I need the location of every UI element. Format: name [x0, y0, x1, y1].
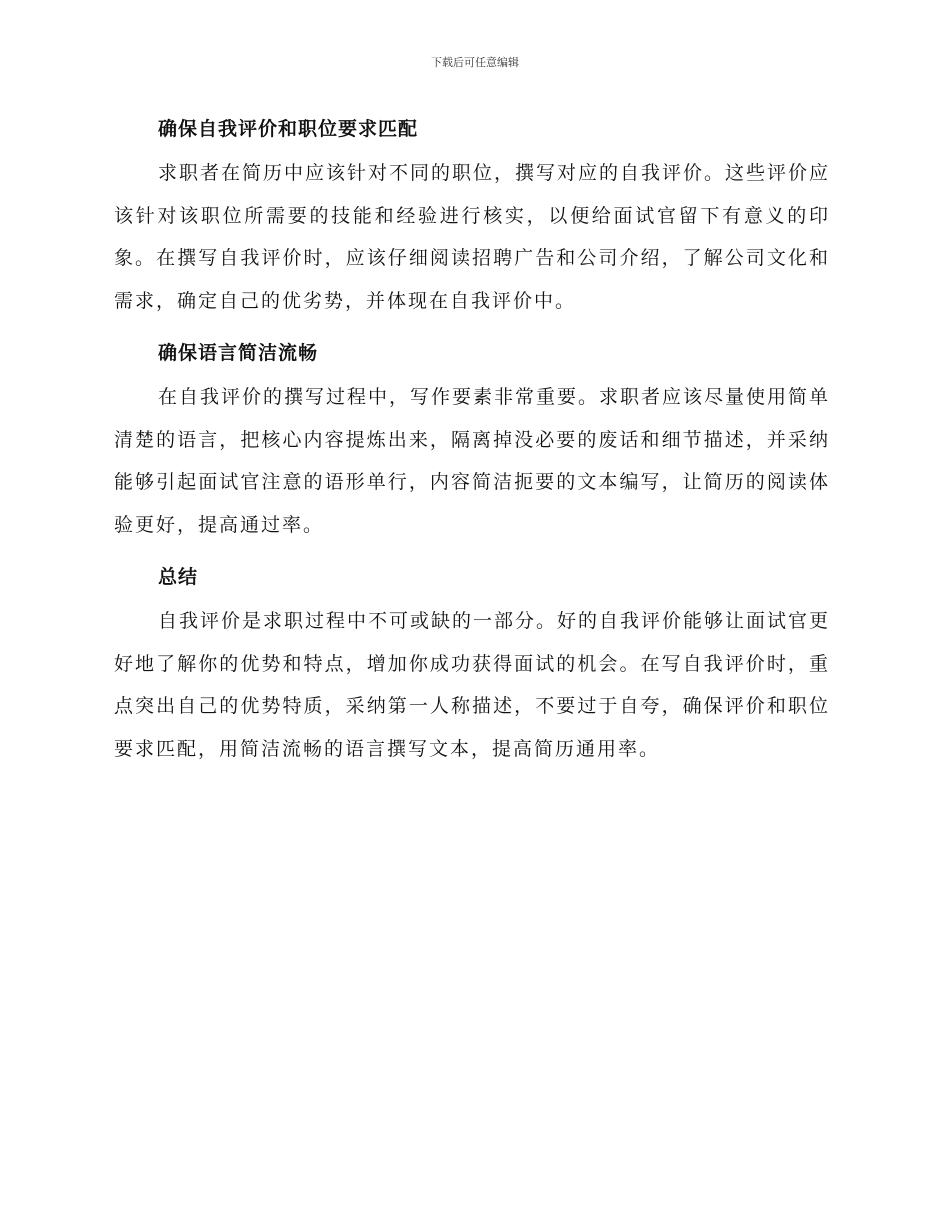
section-concise-language	[114, 336, 830, 546]
page-header: 下载后可任意编辑	[431, 56, 519, 69]
section-heading: 确保语言简洁流畅	[158, 342, 319, 364]
section-job-match	[114, 112, 830, 322]
section-paragraph: 在自我评价的撰写过程中，写作要素非常重要。求职者应该尽量使用简单清楚的语言，把核心内容提炼出来，隔离掉没必要的废话和细节描述，并采纳能够引起面试官注意的语形单行，内容简洁扼要的文本编写，让简历的阅读体验更好，提高通过率。	[114, 386, 831, 536]
section-paragraph: 自我评价是求职过程中不可或缺的一部分。好的自我评价能够让面试官更好地了解你的优势和特点，增加你成功获得面试的机会。在写自我评价时，重点突出自己的优势特质，采纳第一人称描述，不要过于自夸，确保评价和职位要求匹配，用简洁流畅的语言撰写文本，提高简历通用率。	[114, 610, 831, 760]
document-content	[114, 112, 830, 784]
section-heading: 确保自我评价和职位要求匹配	[158, 118, 419, 140]
section-summary	[114, 560, 830, 770]
section-paragraph: 求职者在简历中应该针对不同的职位，撰写对应的自我评价。这些评价应该针对该职位所需要的技能和经验进行核实，以便给面试官留下有意义的印象。在撰写自我评价时，应该仔细阅读招聘广告和公司介绍，了解公司文化和需求，确定自己的优劣势，并体现在自我评价中。	[114, 162, 831, 312]
section-heading: 总结	[158, 566, 199, 588]
